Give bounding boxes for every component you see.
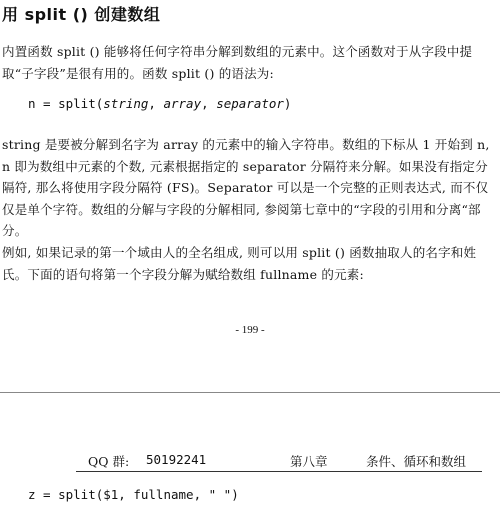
chapter-title: 条件、循环和数组 bbox=[366, 454, 467, 469]
explanation-paragraph: string 是要被分解到名字为 array 的元素中的输入字符串。数组的下标从 1 开始到 n, n 即为数组中元素的个数, 元素根据指定的 separator 分隔符来分解。如果没有指定分隔符, 那么将使用字段分隔符 (FS)。Separator 可以是一个完整的正则表达式, 而不仅仅是单个字符。数组的分解与字段的分解相同, 参阅第七章中的“字段的引用和分离“部分。 bbox=[2, 137, 490, 238]
syntax-arg-separator: separator bbox=[216, 96, 284, 111]
chapter-label: 第八章 bbox=[290, 454, 328, 469]
qq-group-label: QQ 群: bbox=[88, 454, 130, 469]
syntax-arg-array: array bbox=[163, 96, 202, 111]
syntax-separator-2: , bbox=[201, 96, 217, 111]
qq-group-number: 50192241 bbox=[146, 452, 207, 467]
running-header bbox=[0, 452, 500, 470]
page-number: - 199 - bbox=[235, 324, 265, 336]
syntax-prefix: n = split( bbox=[28, 96, 104, 111]
section-heading: 用 split () 创建数组 bbox=[2, 5, 161, 24]
intro-paragraph: 内置函数 split () 能够将任何字符串分解到数组的元素中。这个函数对于从字段中提取“子字段”是很有用的。函数 split () 的语法为: bbox=[2, 44, 473, 81]
header-underline bbox=[76, 471, 482, 472]
syntax-line bbox=[28, 96, 291, 111]
syntax-separator-1: , bbox=[148, 96, 164, 111]
syntax-suffix: ) bbox=[283, 96, 292, 111]
syntax-arg-string: string bbox=[103, 96, 149, 111]
page-divider bbox=[0, 392, 500, 393]
code-example: z = split($1, fullname, " ") bbox=[28, 487, 239, 502]
example-paragraph: 例如, 如果记录的第一个域由人的全名组成, 则可以用 split () 函数抽取人的名字和姓氏。下面的语句将第一个字段分解为赋给数组 fullname 的元素: bbox=[2, 245, 477, 282]
